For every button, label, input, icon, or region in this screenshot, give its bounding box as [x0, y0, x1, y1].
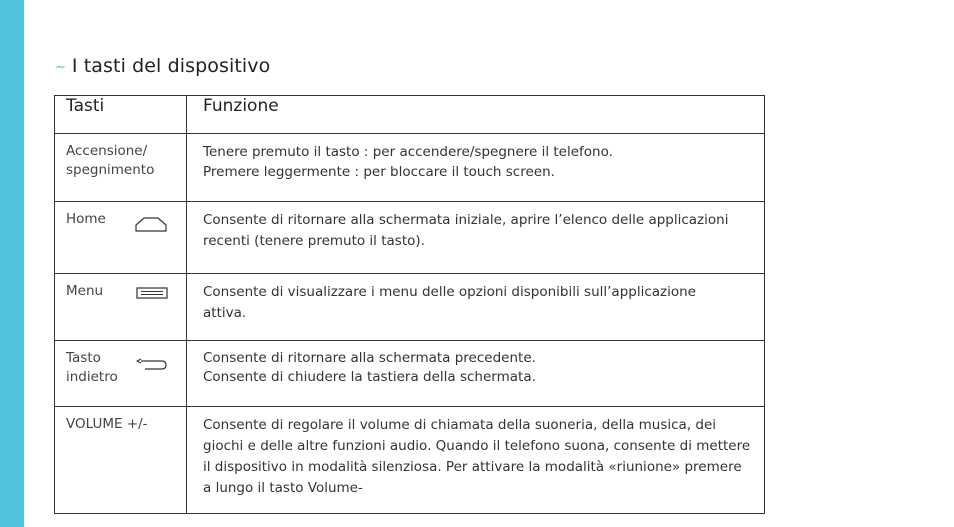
table-row [55, 341, 765, 407]
menu-icon [136, 287, 168, 299]
function-text: Consente di chiudere la tastiera della schermata. [203, 369, 536, 385]
home-icon [135, 217, 167, 232]
function-text: il dispositivo in modalità silenziosa. Per attivare la modalità «riunione» premere [203, 459, 742, 475]
function-text: Consente di ritornare alla schermata precedente. [203, 350, 536, 366]
table-row [55, 407, 765, 514]
function-text: a lungo il tasto Volume- [203, 480, 363, 496]
table-row [55, 134, 765, 202]
function-cell-volume [187, 407, 765, 514]
key-label: indietro [66, 369, 118, 385]
key-cell-menu [55, 274, 187, 341]
function-text: attiva. [203, 305, 247, 321]
key-label: Home [66, 211, 106, 227]
table-row [55, 202, 765, 274]
side-accent-bar [0, 0, 24, 527]
function-text: Consente di regolare il volume di chiamata della suoneria, della musica, dei [203, 417, 717, 433]
function-text: Consente di ritornare alla schermata iniziale, aprire l’elenco delle applicazioni [203, 212, 729, 228]
key-label: Menu [66, 283, 104, 299]
key-cell-back [55, 341, 187, 407]
key-label: VOLUME +/- [66, 416, 148, 432]
function-cell-power [187, 134, 765, 202]
section-title: I tasti del dispositivo [71, 55, 271, 77]
function-cell-menu [187, 274, 765, 341]
key-cell-volume [55, 407, 187, 514]
key-cell-home [55, 202, 187, 274]
function-text: Premere leggermente : per bloccare il touch screen. [203, 164, 555, 180]
header-function: Funzione [187, 96, 765, 134]
key-label: spegnimento [66, 162, 155, 178]
function-text: Consente di visualizzare i menu delle opzioni disponibili sull’applicazione [203, 284, 696, 300]
heading-marker: ~ [55, 59, 66, 75]
header-keys: Tasti [55, 96, 187, 134]
key-label: Tasto [66, 350, 101, 366]
back-icon [136, 358, 168, 372]
function-text: recenti (tenere premuto il tasto). [203, 233, 425, 249]
key-label: Accensione/ [66, 143, 148, 159]
function-text: giochi e delle altre funzioni audio. Quando il telefono suona, consente di mettere [203, 438, 751, 454]
function-cell-back [187, 341, 765, 407]
section-heading [55, 53, 270, 79]
function-cell-home [187, 202, 765, 274]
key-cell-power [55, 134, 187, 202]
table-row [55, 274, 765, 341]
device-keys-table [54, 95, 765, 514]
table-header-row [55, 96, 765, 134]
function-text: Tenere premuto il tasto : per accendere/spegnere il telefono. [203, 144, 613, 160]
